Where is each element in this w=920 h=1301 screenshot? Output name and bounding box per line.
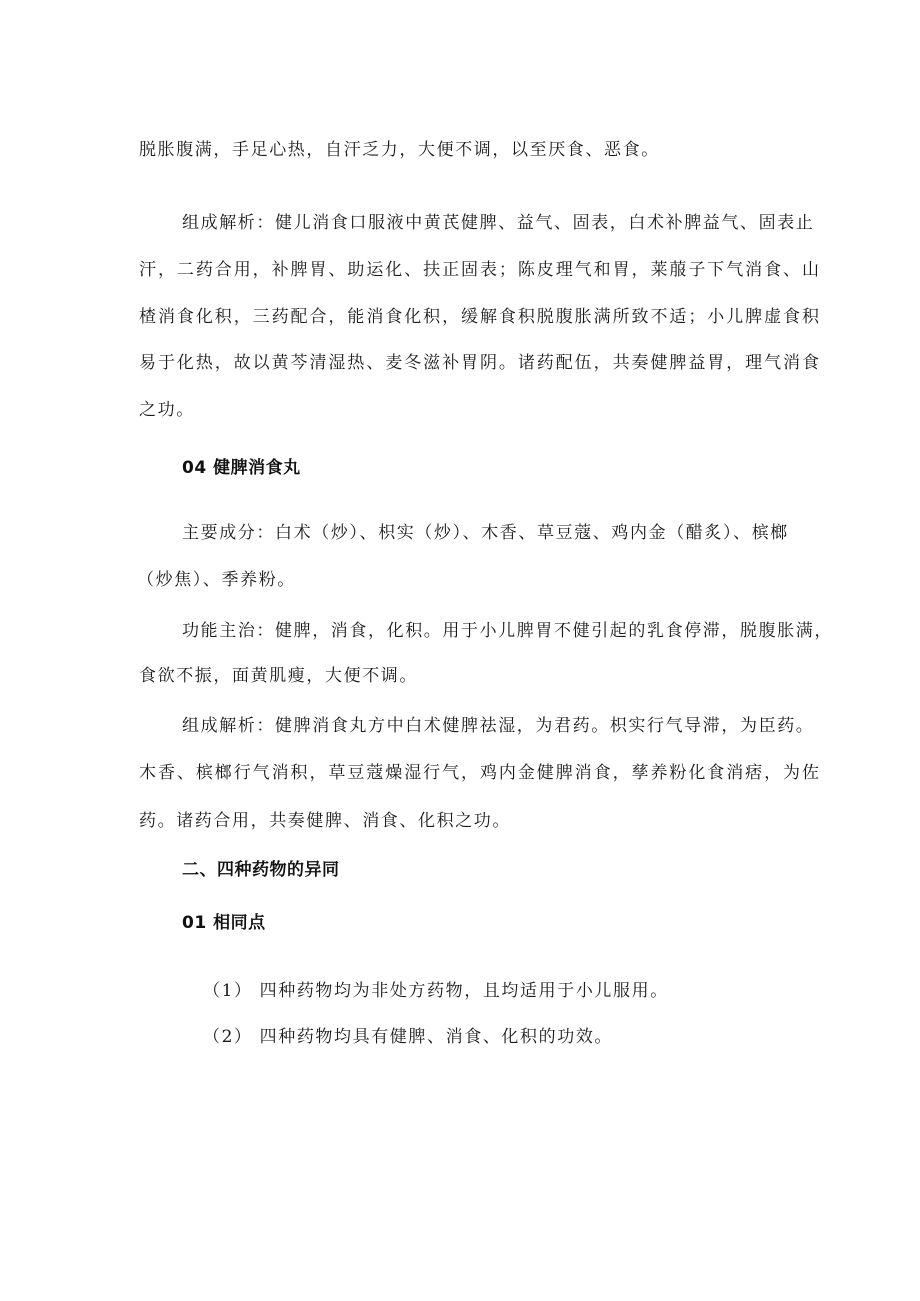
section-heading-similarities-differences: 二、四种药物的异同 xyxy=(182,860,340,880)
pill-composition-line-1: 组成解析：健脾消食丸方中白术健脾祛湿，为君药。枳实行气导滞，为臣药。 xyxy=(182,716,815,736)
composition-analysis-line-3: 楂消食化积，三药配合，能消食化积，缓解食积脱腹胀满所致不适；小儿脾虚食积 xyxy=(139,307,819,327)
composition-analysis-line-4: 易于化热，故以黄芩清湿热、麦冬滋补胃阴。诸药配伍，共奏健脾益胃，理气消食 xyxy=(139,353,819,373)
list-item-1: （1） 四种药物均为非处方药物，且均适用于小儿服用。 xyxy=(203,981,669,1001)
section-heading-04: 04 健脾消食丸 xyxy=(182,458,301,478)
pill-composition-line-2: 木香、槟榔行气消积，草豆蔻燥湿行气，鸡内金健脾消食，孳养粉化食消痞，为佐 xyxy=(139,763,819,783)
main-ingredients-line-1: 主要成分：白术（炒）、枳实（炒）、木香、草豆蔻、鸡内金（醋炙）、槟榔 xyxy=(182,523,789,543)
composition-analysis-line-5: 之功。 xyxy=(139,400,195,420)
functions-line-1: 功能主治：健脾，消食，化积。用于小儿脾胃不健引起的乳食停滞，脱腹胀满， xyxy=(182,621,833,641)
list-item-2: （2） 四种药物均具有健脾、消食、化积的功效。 xyxy=(203,1027,614,1047)
composition-analysis-line-1: 组成解析：健儿消食口服液中黄芪健脾、益气、固表，白术补脾益气、固表止 xyxy=(182,213,815,233)
subsection-heading-01: 01 相同点 xyxy=(182,913,266,933)
pill-composition-line-3: 药。诸药合用，共奏健脾、消食、化积之功。 xyxy=(139,811,511,831)
composition-analysis-line-2: 汗，二药合用，补脾胃、助运化、扶正固表；陈皮理气和胃，莱菔子下气消食、山 xyxy=(139,260,819,280)
paragraph-continuation: 脱胀腹满，手足心热，自汗乏力，大便不调，以至厌食、恶食。 xyxy=(139,140,660,160)
functions-line-2: 食欲不振，面黄肌瘦，大便不调。 xyxy=(139,666,418,686)
main-ingredients-line-2: （炒焦）、季养粉。 xyxy=(137,570,296,590)
